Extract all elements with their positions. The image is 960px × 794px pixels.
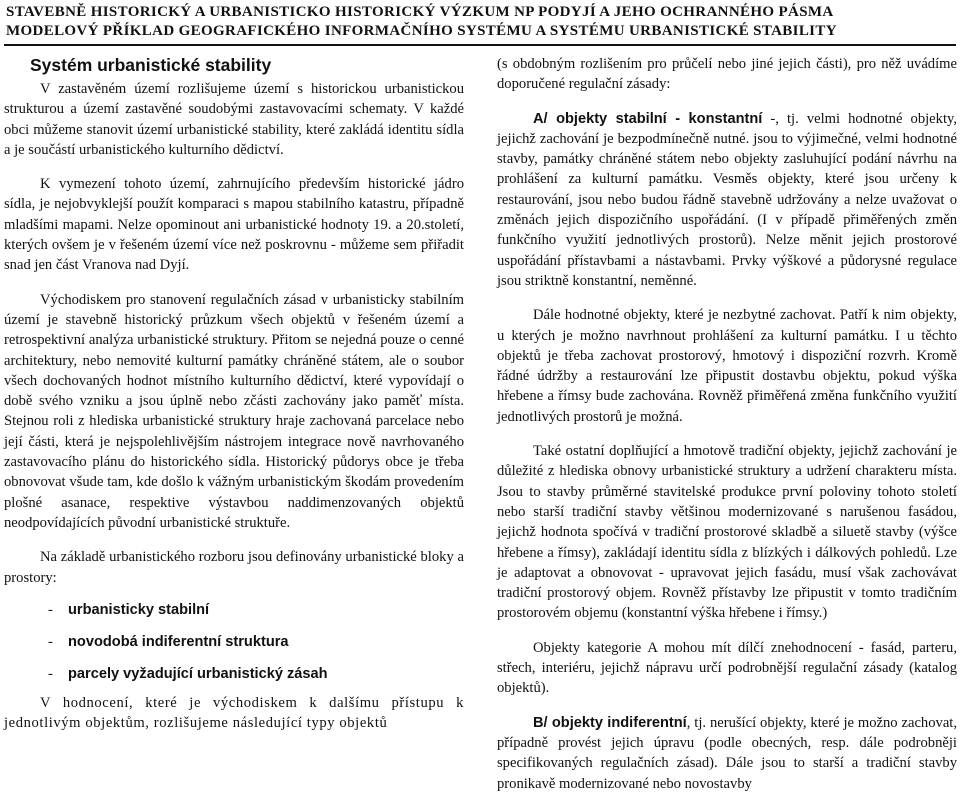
category-a-label: A/ objekty stabilní - konstantní (533, 110, 763, 127)
section-title: Systém urbanistické stability (30, 55, 272, 75)
list-item (4, 664, 464, 684)
paragraph: Dále hodnotné objekty, které je nezbytné zachovat. Patří k nim objekty, u kterých je možno navrhnout prohlášení za kulturní památku. I u těchto objektů je třeba zachovat prostorový, hmotový i dispoziční rozvrh. Kromě řádné údržby a restaurování lze připustit dostavbu objektu, pokud výška hřebene a římsy bude zachována. Rovněž přiměřená změna funkčního využití jednotlivých prostorů je možná. (497, 307, 957, 425)
paragraph (497, 713, 957, 794)
paragraph: K vymezení tohoto území, zahrnujícího především historické jádro sídla, je nejobvyklejší použít komparaci s mapou stabilního katastru, případně mladšími mapami. Nelze opominout ani urbanistické hodnoty 19. a 20.století, kterých ovšem je v řešeném území více než poskrovnu - můžeme sem přiřadit snad jen část Vranova nad Dyjí. (4, 176, 464, 274)
list-item-text: novodobá indiferentní struktura (68, 633, 289, 650)
running-header-line-2: MODELOVÝ PŘÍKLAD GEOGRAFICKÉHO INFORMAČNÍHO SYSTÉMU A SYSTÉMU URBANISTICKÉ STABILITY (6, 23, 837, 39)
list-item-text: urbanisticky stabilní (68, 601, 210, 618)
category-b-label: B/ objekty indiferentní (533, 714, 687, 731)
paragraph: Také ostatní doplňující a hmotově tradiční objekty, jejichž zachování je důležité z hlediska obnovy urbanistické struktury a udržení charakteru místa. Jsou to stavby průměrné stavitelské produkce první poloviny tohoto století nebo starší tradiční stavby většinou modernizované s narušenou fasádou, jejichž hodnota spočívá v tradiční prostorové skladbě a siluetě stavby (výšce hřebene a římsy), zakládají identitu sídla z blízkých i dálkových pohledů. Lze je adaptovat a obnovovat - upravovat jejich fasádu, musí však zachovávat tradiční prostorový objem. Rovněž přístavby lze připustit v tomto tradičním prostorovém objemu (konstantní výška hřebene i římsy.) (497, 443, 957, 622)
bullet-dash: - (48, 633, 53, 650)
right-column (497, 54, 957, 794)
bullet-dash: - (48, 601, 53, 618)
paragraph: Východiskem pro stanovení regulačních zásad v urbanisticky stabilním území je stavebně historický průzkum všech objektů v řešeném území a retrospektivní analýza urbanistické struktury. Přitom se nejedná pouze o cenné architektury, nebo nemovité kulturní památky chráněné státem, ale o soubor všech dochovaných hodnot místního kulturního dědictví, které vypovídají o době svého vzniku a jsou úplně nebo zčásti zachovány jako paměť místa. Stejnou roli z hlediska urbanistické struktury hraje zachovaná parcelace nebo její části, která je nejspolehlivějším nástrojem integrace nově navrhovaného zastavovacího plánu do historického sídla. Historický půdorys obce je třeba obnovovat všude tam, kde došlo k vážným urbanistickým škodám provedením plošné asanace, respektive výstavbou naddimenzovaných objektů neodpovídajících původní urbanistické struktuře. (4, 291, 464, 531)
header-rule (4, 44, 956, 46)
paragraph: Objekty kategorie A mohou mít dílčí znehodnocení - fasád, parteru, střech, interiéru, jejichž nápravu určí podrobnější regulační zásady (katalog objektů). (497, 639, 957, 697)
list-item-text: parcely vyžadující urbanistický zásah (68, 665, 328, 682)
paragraph: V zastavěném území rozlišujeme území s historickou urbanistickou strukturou a území zastavěné soudobými zastavovacími schematy. V každé obci můžeme stanovit území urbanistické stability, které zakládá identitu sídla a je součástí urbanistického kulturního dědictví. (4, 81, 464, 158)
running-header-line-1: STAVEBNĚ HISTORICKÝ A URBANISTICKO HISTORICKÝ VÝZKUM NP PODYJÍ A JEHO OCHRANNÉHO PÁSMA (6, 4, 834, 20)
left-column (4, 54, 464, 733)
paragraph: V hodnocení, které je východiskem k dalšímu přístupu k jednotlivým objektům, rozlišujeme následující typy objektů (4, 694, 464, 732)
list-item (4, 600, 464, 620)
paragraph (497, 109, 957, 292)
paragraph: Na základě urbanistického rozboru jsou definovány urbanistické bloky a prostory: (4, 549, 464, 586)
list-item (4, 632, 464, 652)
paragraph-text: , tj. nerušící objekty, které je možno zachovat, případně provést jejich úpravu (podle obecných, resp. dále podrobněji specifikovaných regulačních zásad). Dále jsou to starší a tradiční stavby pronikavě modernizované nebo novostavby (497, 714, 958, 792)
paragraph: (s obdobným rozlišením pro průčelí nebo jiné jejich části), pro něž uvádíme doporučené regulační zásady: (497, 56, 957, 93)
paragraph-text: -, tj. velmi hodnotné objekty, jejichž zachování je bezpodmínečně nutné. jsou to výjimečné, velmi hodnotné stavby, památky chráněné státem nebo objekty zasluhující podání návrhu na prohlášení za kulturní památku. Vesměs objekty, které jsou určeny k restaurování, jsou nebo budou řádně stavebně udržovány a nelze uvažovat o změnách jejich dispozičního uspořádání. (I v případě přiměřených změn funkčního využití jednotlivých prostorů). Nelze měnit jejich prostorové uspořádání přístavbami a nástavbami. Prvky výškové a půdorysné regulace jsou striktně konstantní, neměnné. (497, 110, 958, 289)
bullet-dash: - (48, 665, 53, 682)
